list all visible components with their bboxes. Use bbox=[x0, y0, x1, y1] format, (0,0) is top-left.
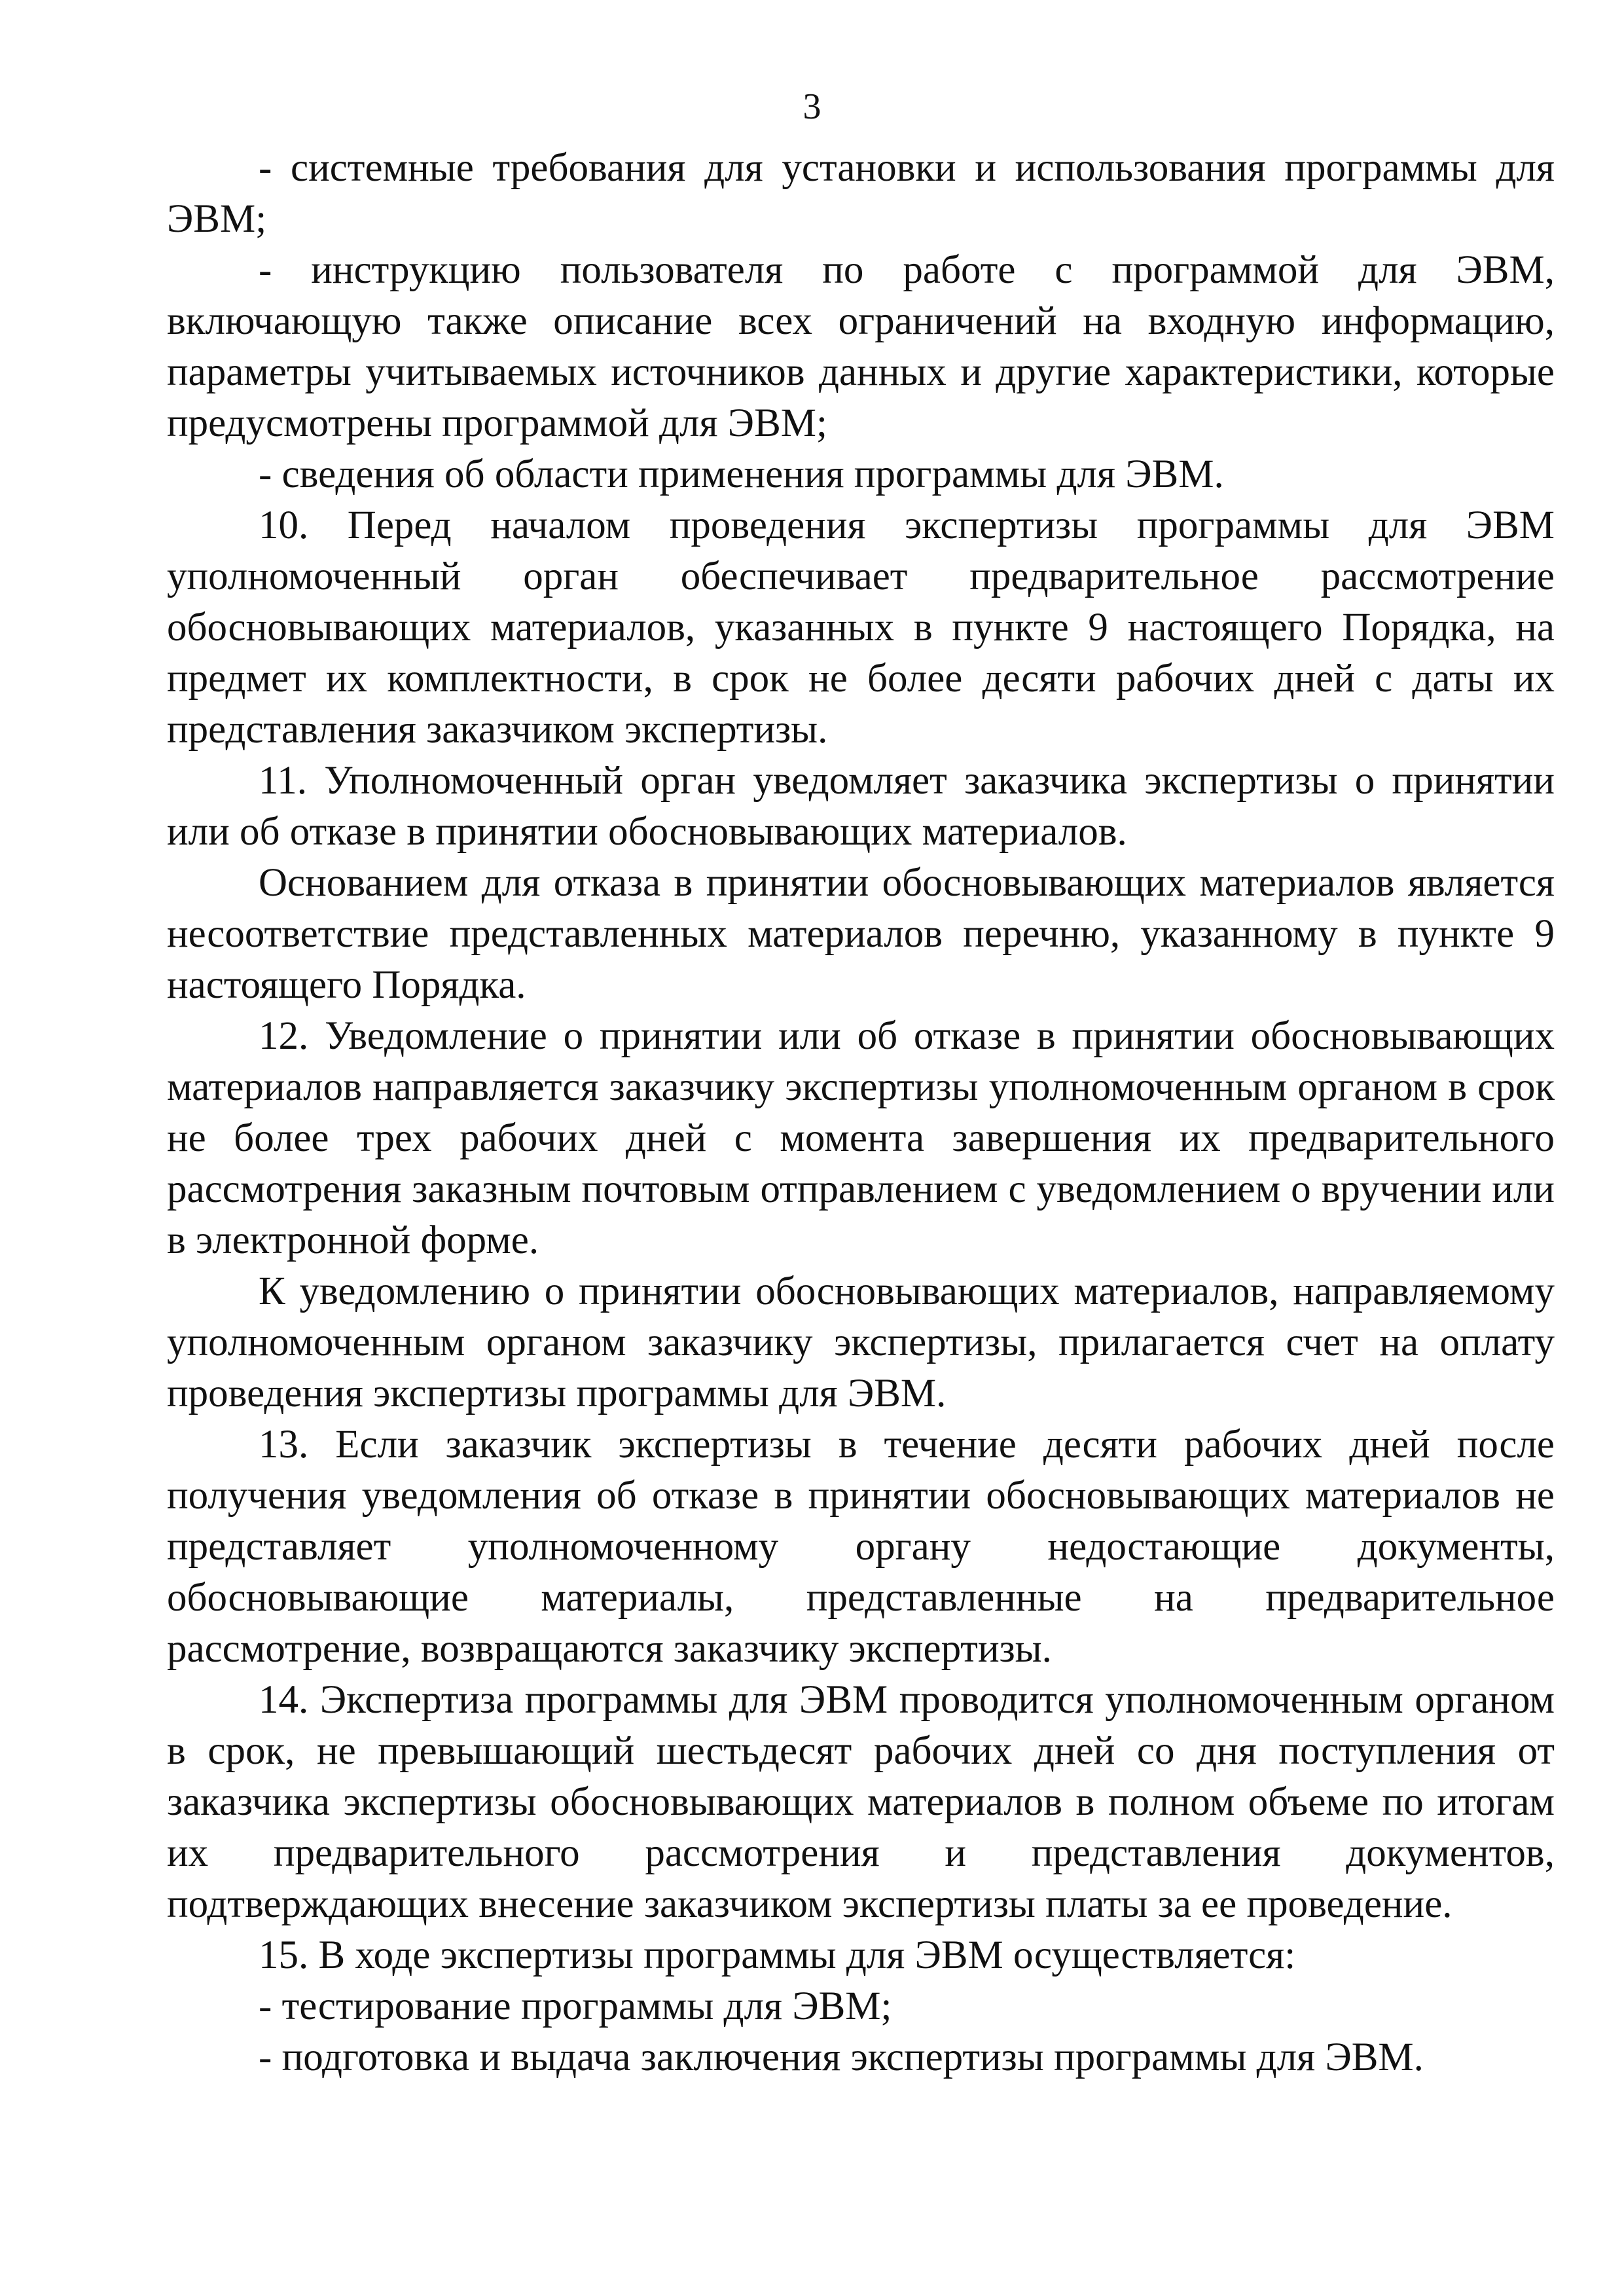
paragraph-item-14: 14. Экспертиза программы для ЭВМ проводится уполномоченным органом в срок, не превышающий шестьдесят рабочих дней со дня поступления от заказчика экспертизы обосновывающих материалов в полном объеме по итогам их предварительного рассмотрения и представления документов, подтверждающих внесение заказчиком экспертизы платы за ее проведение. bbox=[167, 1678, 1555, 1926]
page-number: 3 bbox=[803, 86, 821, 127]
paragraph-conclusion: - подготовка и выдача заключения экспертизы программы для ЭВМ. bbox=[259, 2035, 1424, 2079]
paragraph-refusal-grounds: Основанием для отказа в принятии обосновывающих материалов является несоответствие представленных материалов перечню, указанному в пункте 9 настоящего Порядка. bbox=[167, 861, 1555, 1007]
paragraph-item-10: 10. Перед началом проведения экспертизы программы для ЭВМ уполномоченный орган обеспечивает предварительное рассмотрение обосновывающих материалов, указанных в пункте 9 настоящего Порядка, на предмет их комплектности, в срок не более десяти рабочих дней с даты их представления заказчиком экспертизы. bbox=[167, 503, 1555, 752]
paragraph-item-15: 15. В ходе экспертизы программы для ЭВМ осуществляется: bbox=[259, 1933, 1296, 1977]
paragraph-item-12: 12. Уведомление о принятии или об отказе в принятии обосновывающих материалов направляется заказчику экспертизы уполномоченным органом в срок не более трех рабочих дней с момента завершения их предварительного рассмотрения заказным почтовым отправлением с уведомлением о вручении или в электронной форме. bbox=[167, 1014, 1555, 1262]
paragraph-testing: - тестирование программы для ЭВМ; bbox=[259, 1984, 892, 2028]
paragraph-item-11: 11. Уполномоченный орган уведомляет заказчика экспертизы о принятии или об отказе в принятии обосновывающих материалов. bbox=[167, 759, 1555, 854]
paragraph-user-instructions: - инструкцию пользователя по работе с программой для ЭВМ, включающую также описание всех ограничений на входную информацию, параметры учитываемых источников данных и другие характеристики, которые предусмотрены программой для ЭВМ; bbox=[167, 248, 1555, 445]
document-body bbox=[167, 143, 1555, 2083]
paragraph-item-13: 13. Если заказчик экспертизы в течение десяти рабочих дней после получения уведомления об отказе в принятии обосновывающих материалов не представляет уполномоченному органу недостающие документы, обосновывающие материалы, представленные на предварительное рассмотрение, возвращаются заказчику экспертизы. bbox=[167, 1423, 1555, 1671]
paragraph-system-requirements: - системные требования для установки и использования программы для ЭВМ; bbox=[167, 146, 1555, 241]
paragraph-invoice: К уведомлению о принятии обосновывающих материалов, направляемому уполномоченным органом заказчику экспертизы, прилагается счет на оплату проведения экспертизы программы для ЭВМ. bbox=[167, 1269, 1555, 1415]
paragraph-application-area: - сведения об области применения программы для ЭВМ. bbox=[259, 452, 1224, 496]
